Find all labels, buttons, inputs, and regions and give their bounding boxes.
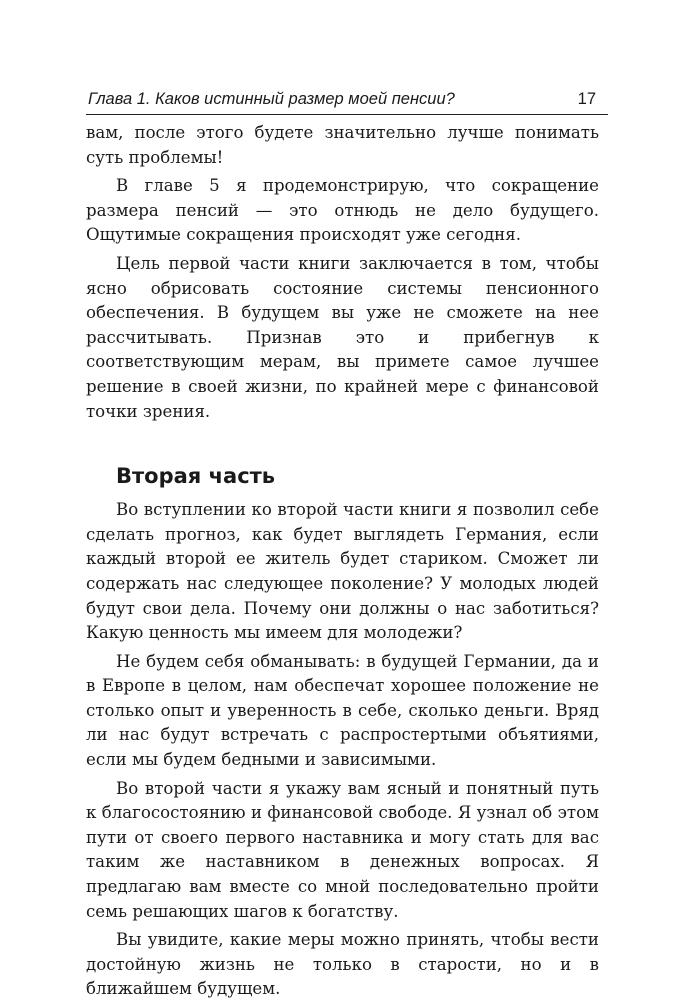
paragraph: вам, после этого будете значительно лучше понимать суть проблемы! [86, 123, 599, 167]
paragraph: Во второй части я укажу вам ясный и понятный путь к благосостоянию и финансовой свободе. Я узнал об этом пути от своего первого наставника и могу стать для вас таким же наставником в денежных вопросах. Я предлагаю вам вместе со мной последовательно пройти семь решающих шагов к богатству. [86, 778, 599, 921]
paragraph: Не будем себя обманывать: в будущей Германии, да и в Европе в целом, нам обеспечат хорошее положение не столько опыт и уверенность в себе, сколько деньги. Вряд ли нас будут встречать с распростертыми объятиями, если мы будем бедными и зависимыми. [86, 651, 599, 770]
paragraph: В главе 5 я продемонстрирую, что сокращение размера пенсий — это отнюдь не дело будущего. Ощутимые сокращения происходят уже сегодня. [86, 176, 599, 245]
paragraph: Вы увидите, какие меры можно принять, чтобы вести достойную жизнь не только в старости, но и в ближайшем будущем. [86, 930, 599, 999]
body-text [86, 121, 599, 1006]
paragraph: Цель первой части книги заключается в том, чтобы ясно обрисовать состояние системы пенсионного обеспечения. В будущем вы уже не сможете на нее рассчитывать. Признав это и прибегнув к соответствующим мерам, вы примете самое лучшее решение в своей жизни, по крайней мере с финансовой точки зрения. [86, 253, 599, 421]
paragraph: Во вступлении ко второй части книги я позволил себе сделать прогноз, как будет выглядеть Германия, если каждый второй ее житель будет стариком. Сможет ли содержать нас следующее поколение? У молодых людей будут свои дела. Почему они должны о нас заботиться? Какую ценность мы имеем для молодежи? [86, 500, 599, 643]
running-title: Глава 1. Каков истинный размер моей пенсии? [88, 90, 455, 108]
page-header [86, 86, 608, 115]
page-number: 17 [577, 90, 596, 108]
section-heading: Вторая часть [116, 464, 276, 489]
